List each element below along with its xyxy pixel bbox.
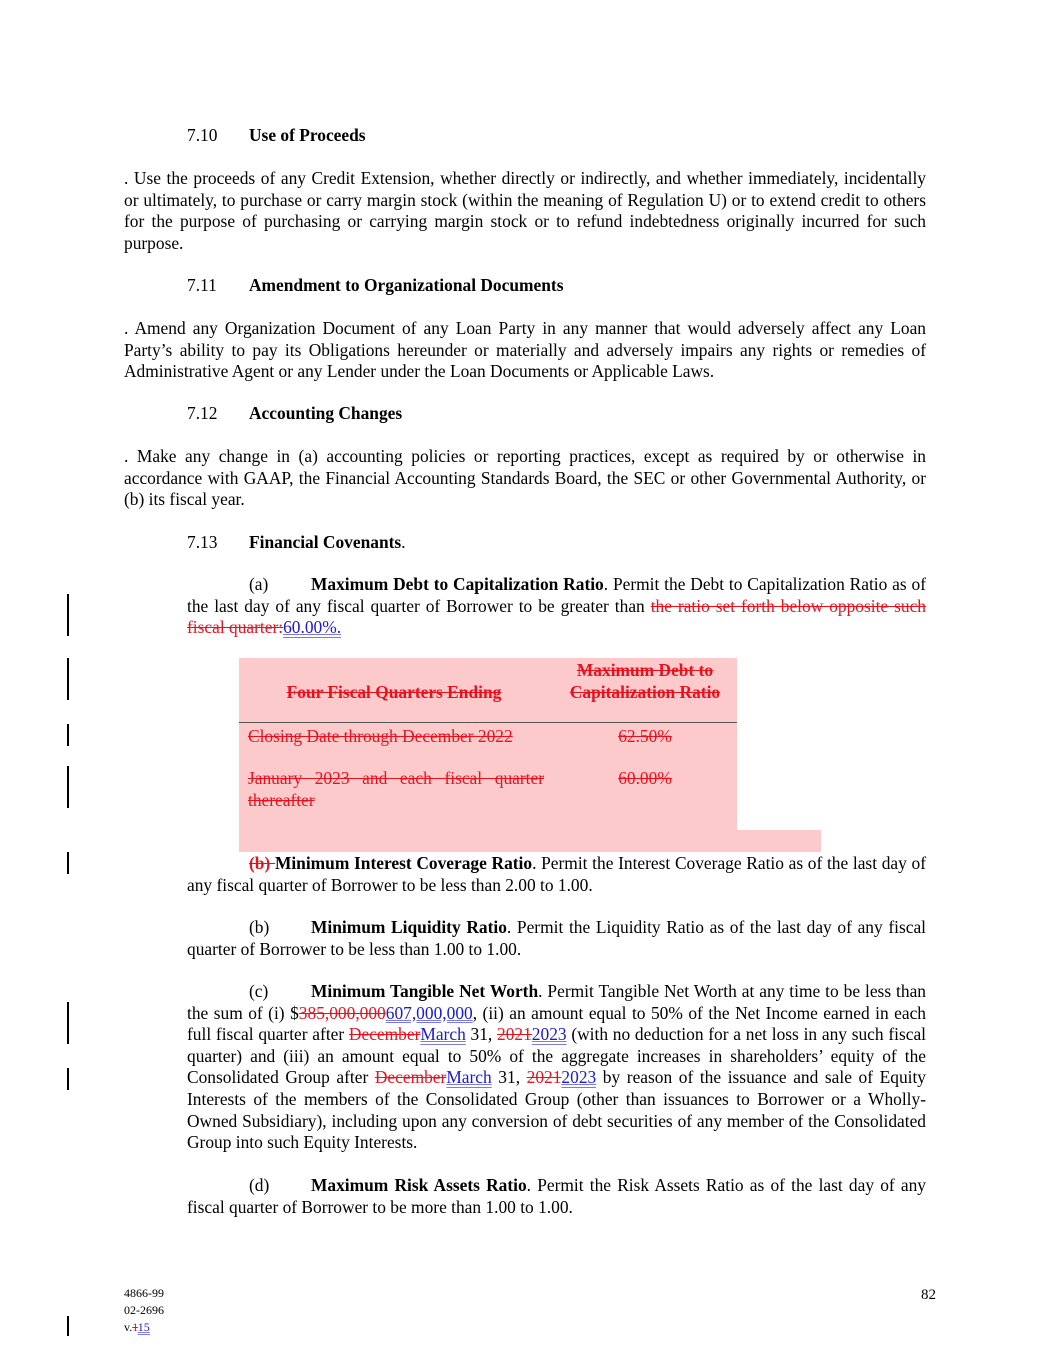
deleted-text: 2021	[526, 1067, 562, 1088]
covenant-title: Minimum Liquidity Ratio	[311, 917, 507, 937]
covenant-b	[187, 917, 926, 960]
deleted-text: 2021	[497, 1024, 532, 1045]
section-title: Financial Covenants	[249, 532, 402, 552]
inserted-text: March	[446, 1067, 492, 1088]
section-heading-7-12	[187, 403, 402, 425]
covenant-text: (with no deduction for a net loss in any such fiscal quarter) and (iii) an amount equal to 50% of the aggregate increases in shareholders’ equity of the Consolidated Group after	[187, 1024, 927, 1088]
change-bar	[67, 594, 69, 636]
table-cell: Closing Date through December 2022	[248, 726, 513, 746]
covenant-label: (a)	[249, 574, 269, 594]
inserted-text: 60.00%.	[283, 617, 342, 638]
section-number: 7.10	[187, 125, 218, 145]
section-heading-7-11	[187, 275, 563, 297]
covenant-text: . Permit the Debt to Capitalization Ratio as of the last day of any fiscal quarter of Borrower to be greater than	[187, 574, 926, 616]
covenant-text: . Permit the Interest Coverage Ratio as of the last day of any fiscal quarter of Borrower to be less than 2.00 to 1.00.	[187, 853, 926, 895]
table-cell: January 2023 and each fiscal quarter thereafter	[248, 768, 544, 810]
covenant-text: 31,	[465, 1024, 498, 1045]
covenant-d	[187, 1175, 926, 1218]
table-cell: 60.00%	[618, 768, 672, 788]
table-cell: 62.50%	[618, 726, 672, 746]
doc-id-line2: 02-2696	[124, 1303, 164, 1317]
deleted-text: 385,000,000	[298, 1002, 386, 1023]
section-body-7-12: . Make any change in (a) accounting policies or reporting practices, except as required by or otherwise in accordance with GAAP, the Financial Accounting Standards Board, the SEC or other Governmental Authority, or (b) its fiscal year.	[124, 446, 926, 510]
page-number: 82	[921, 1287, 936, 1303]
inserted-text: 607,000,000	[385, 1002, 473, 1023]
covenant-interest-coverage	[187, 853, 926, 896]
covenant-a	[187, 574, 926, 639]
title-period: .	[401, 532, 406, 552]
covenant-title: Minimum Tangible Net Worth	[311, 981, 539, 1001]
section-number: 7.13	[187, 532, 218, 552]
table-header: Four Fiscal Quarters Ending	[286, 682, 502, 702]
change-bar	[67, 1316, 69, 1336]
change-bar	[67, 852, 69, 874]
section-title: Accounting Changes	[249, 403, 403, 423]
section-title: Use of Proceeds	[249, 125, 366, 145]
table-header: Maximum Debt to Capitalization Ratio	[569, 660, 721, 702]
section-number: 7.11	[187, 275, 217, 295]
change-bar	[67, 1068, 69, 1090]
inserted-version: 15	[137, 1320, 150, 1334]
deleted-table-extension	[239, 830, 821, 852]
covenant-label: (d)	[249, 1175, 270, 1195]
section-body-7-11: . Amend any Organization Document of any Loan Party in any manner that would adversely affect any Loan Party’s ability to pay its Obligations hereunder or materially and adversely impairs any rights or remedies of Administrative Agent or any Lender under the Loan Documents or Applicable Laws.	[124, 318, 926, 382]
section-title: Amendment to Organizational Documents	[249, 275, 564, 295]
table-header-rule	[239, 722, 737, 723]
covenant-text: by reason of the issuance and sale of Equity Interests of the members of the Consolidated Group (other than issuances to Borrower or a Wholly-Owned Subsidiary), including upon any conversion of debt securities of any member of the Consolidated Group into such Equity Interests.	[187, 1067, 927, 1153]
covenant-text: , (ii) an amount equal to 50% of the Net Income earned in each full fiscal quarter after	[187, 1002, 926, 1045]
covenant-label: (c)	[249, 981, 269, 1001]
version-prefix: v.	[124, 1320, 133, 1334]
change-bar	[67, 766, 69, 808]
change-bar	[67, 658, 69, 700]
section-body-7-10: . Use the proceeds of any Credit Extension, whether directly or indirectly, and whether immediately, incidentally or ultimately, to purchase or carry margin stock (within the meaning of Regulation U) or to extend credit to others for the purpose of purchasing or carrying margin stock or to refund indebtedness originally incurred for such purpose.	[124, 168, 926, 253]
deleted-label: (b)	[249, 853, 275, 873]
deleted-text: December	[374, 1067, 447, 1088]
inserted-text: 2023	[561, 1067, 597, 1088]
deleted-text: the ratio set forth below opposite such fiscal quarter:	[187, 595, 926, 638]
doc-id-line1: 4866-99	[124, 1286, 164, 1300]
covenant-text: . Permit the Risk Assets Ratio as of the last day of any fiscal quarter of Borrower to be more than 1.00 to 1.00.	[187, 1175, 926, 1217]
section-number: 7.12	[187, 403, 218, 423]
doc-version	[124, 1319, 164, 1336]
change-bar	[67, 724, 69, 746]
deleted-text: December	[348, 1024, 421, 1045]
section-heading-7-10	[187, 125, 366, 147]
inserted-text: 2023	[531, 1024, 567, 1045]
covenant-label: (b)	[249, 917, 270, 937]
covenant-text: 31,	[491, 1067, 527, 1088]
covenant-text: . Permit Tangible Net Worth at any time to be less than the sum of (i) $	[187, 981, 926, 1023]
covenant-title: Minimum Interest Coverage Ratio	[274, 853, 533, 873]
covenant-text: . Permit the Liquidity Ratio as of the last day of any fiscal quarter of Borrower to be less than 1.00 to 1.00.	[187, 917, 927, 959]
inserted-text: March	[420, 1024, 466, 1045]
footer-doc-id	[124, 1285, 164, 1336]
section-heading-7-13	[187, 532, 406, 554]
change-bar	[67, 1002, 69, 1044]
covenant-title: Maximum Debt to Capitalization Ratio	[311, 574, 604, 594]
covenant-title: Maximum Risk Assets Ratio	[311, 1175, 527, 1195]
covenant-c	[187, 981, 926, 1154]
deleted-version: 1	[132, 1320, 138, 1334]
